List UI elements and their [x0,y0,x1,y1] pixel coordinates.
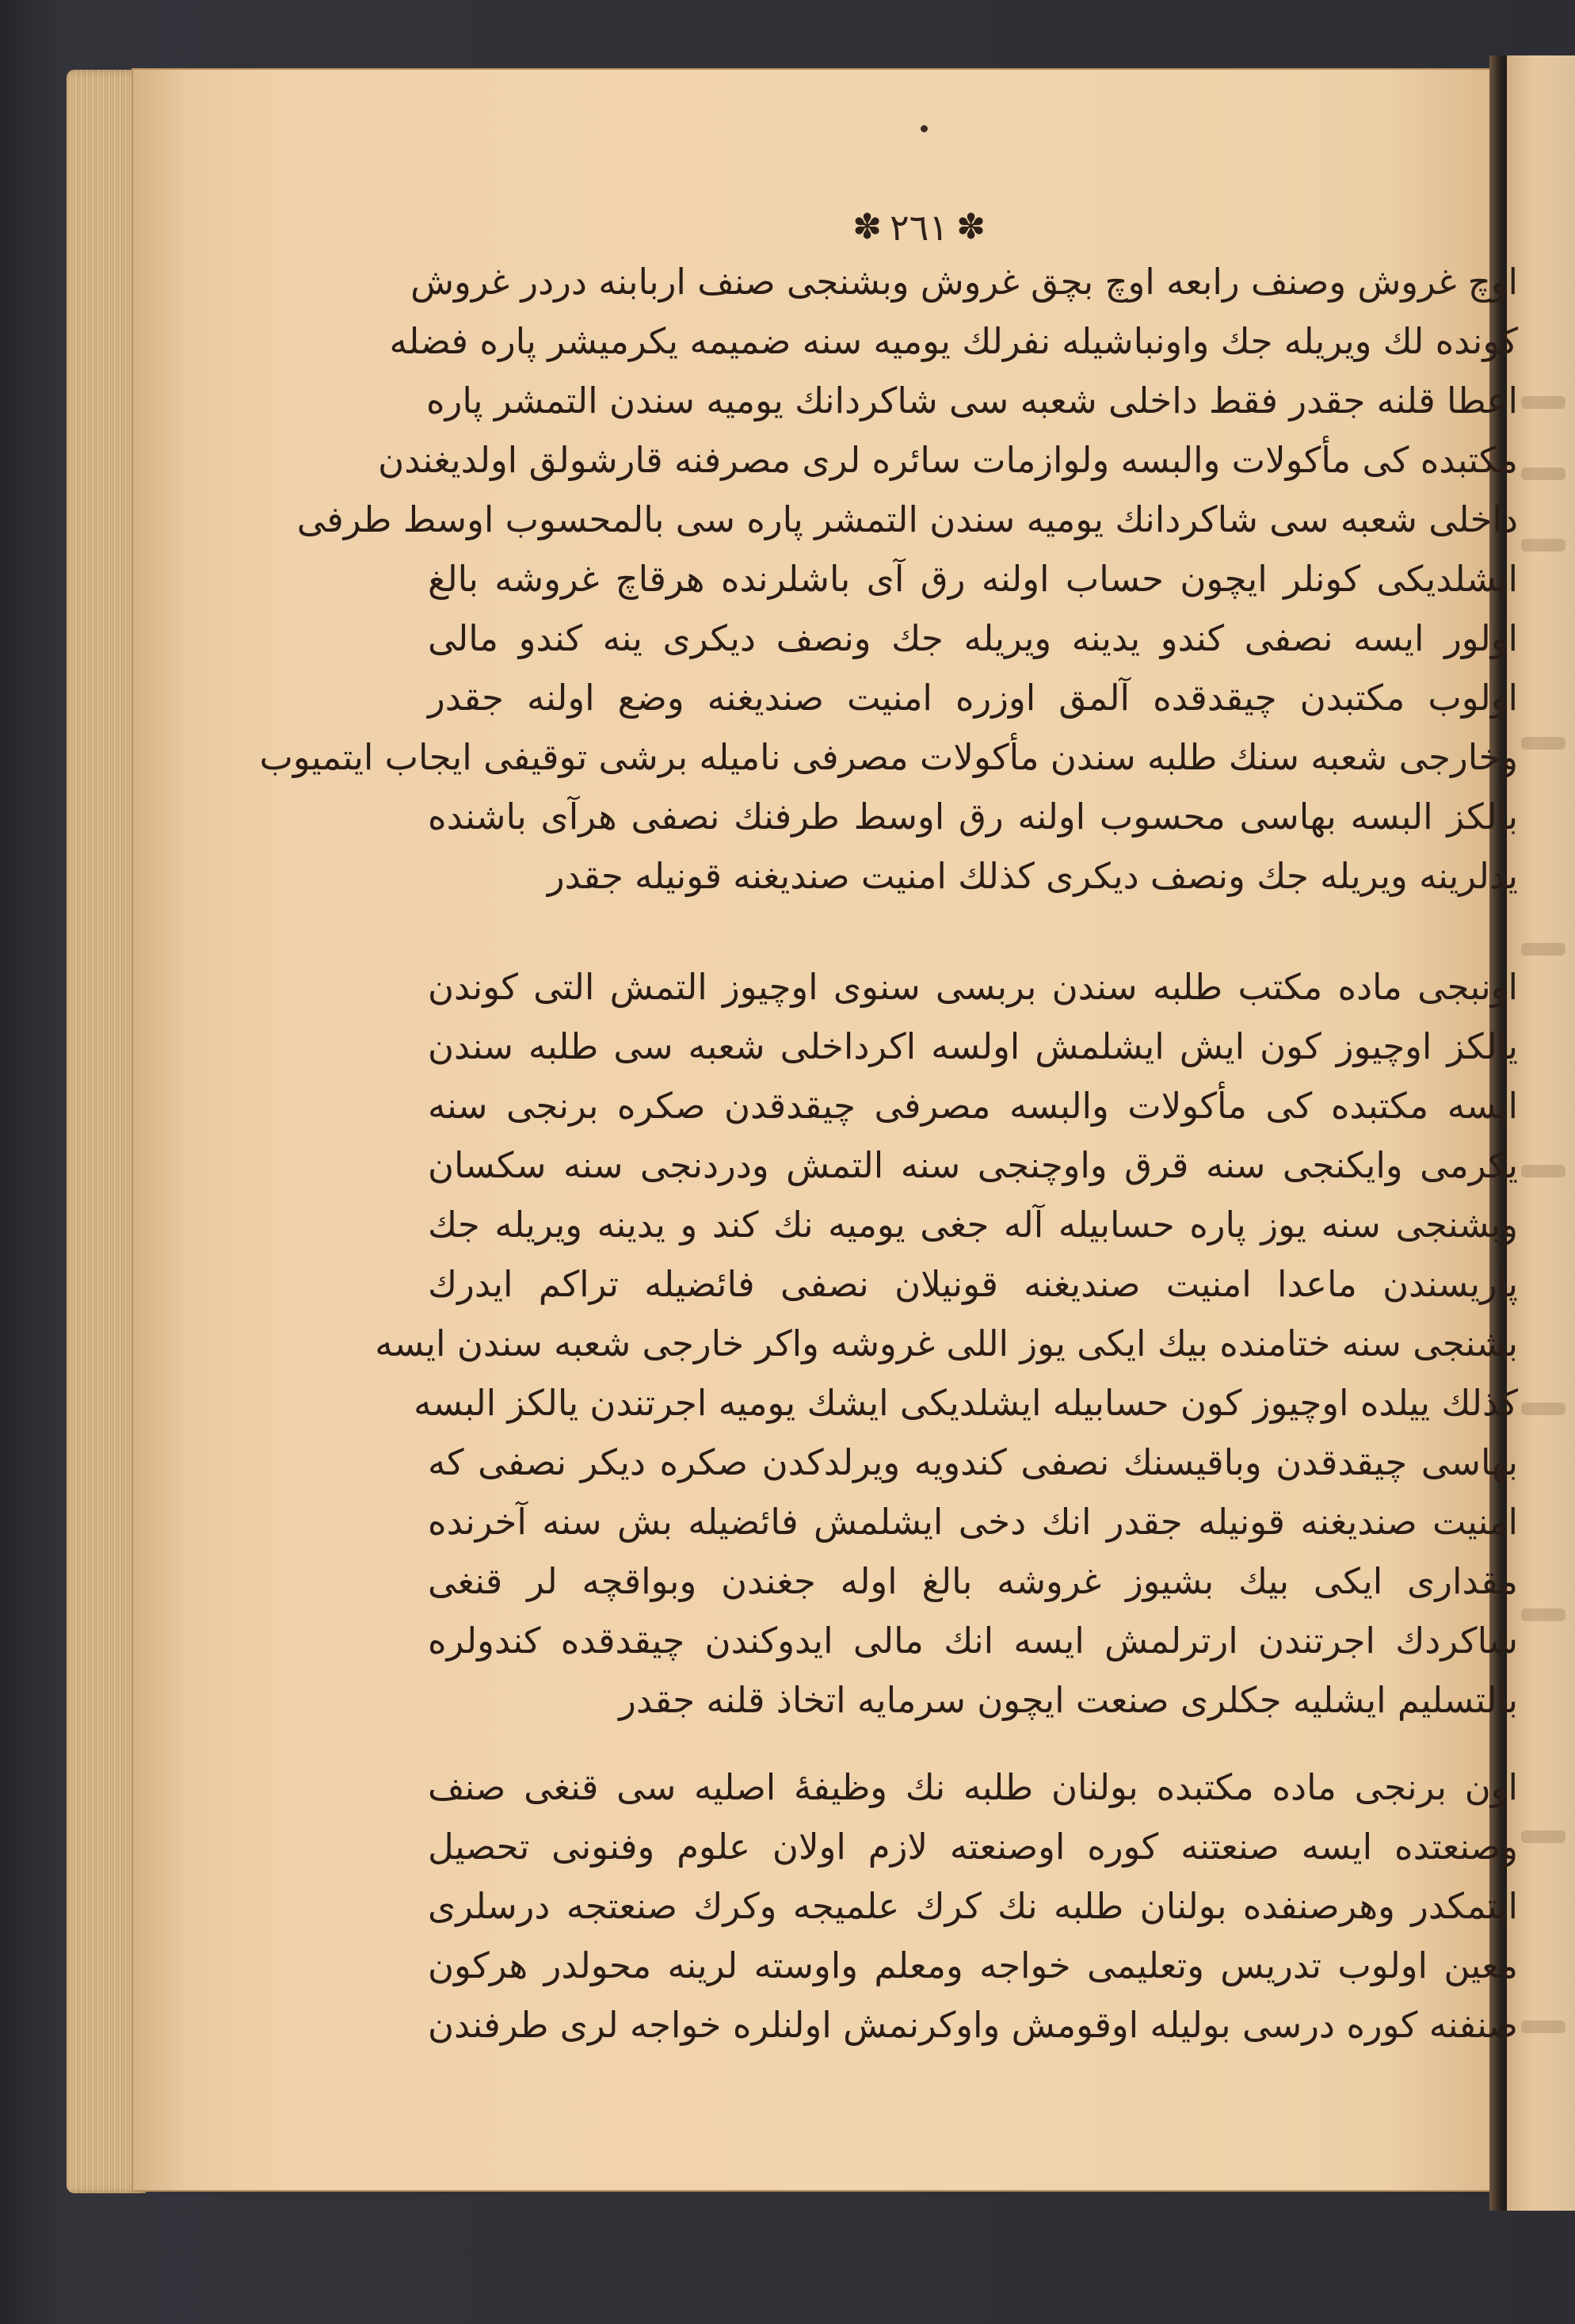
text-line: ایسه مکتبده کی مأکولات والبسه مصرفی چیقدقدن صکره برنجی سنه [428,1085,1518,1127]
ornament-left-icon: ✽ [852,207,882,247]
text-line: پاریسندن ماعدا امنیت صندیغنه قونیلان نصفی فائضیله تراکم ایدرك [428,1263,1518,1305]
text-line: وصنعتده ایسه صنعتنه کوره اوصنعته لازم اولان علوم وفنونی تحصیل [428,1826,1518,1868]
text-line: صنفنه کوره درسی بولیله اوقومش واوکرنمش اولنلره خواجه لری طرفندن [428,2004,1518,2046]
text-line: کذلك ییلده اوچیوز کون حسابیله ایشلدیکی ایشك یومیه اجرتندن یالکز البسه [414,1382,1518,1424]
text-line: اونبجی ماده مکتب طلبه سندن بربسی سنوی اوچیوز التمش التی کوندن [428,966,1518,1008]
text-line: امنیت صندیغنه قونیله جقدر انك دخی ایشلمش فائضیله بش سنه آخرنده [428,1501,1518,1543]
text-line: وخارجی شعبه سنك طلبه سندن مأکولات مصرفی نامیله برشی توقیفی ایجاب ایتمیوب [259,736,1518,778]
text-line: اولور ایسه نصفی کندو یدینه ویریله جك ونصف دیکری ینه کندو مالی [428,617,1518,659]
text-line: داخلی شعبه سی شاکردانك یومیه سندن التمشر پاره سی بالمحسوب اوسط طرفی [296,498,1518,540]
text-line: وبشنجی سنه یوز پاره حسابیله آله جغی یومیه نك کند و یدینه ویریله جك [428,1204,1518,1246]
text-line: شاکردك اجرتندن ارترلمش ایسه انك مالی ایدوکندن چیقدقده کندولره [428,1620,1518,1662]
text-line: بالکز البسه بهاسی محسوب اولنه رق اوسط طرفنك نصفی هرآی باشنده [428,796,1518,838]
page-number: ٢٦١ [889,206,949,249]
text-line: یکرمی وایکنجی سنه قرق واوچنجی سنه التمش ودردنجی سنه سکسان [428,1144,1518,1186]
paragraph-2 [375,957,1518,1730]
text-line: مکتبده کی مأکولات والبسه ولوازمات سائره لری مصرفنه قارشولق اولدیغندن [378,439,1518,481]
text-line: مقداری ایکی بیك بشیوز غروشه بالغ اوله جغندن وبواقچه لر قنغی [428,1560,1518,1602]
text-line: یالکز اوچیوز کون ایش ایشلمش اولسه اکرداخلی شعبه سی طلبه سندن [428,1025,1518,1067]
text-line: بشنجی سنه ختامنده بیك ایکی یوز اللی غروشه واکر خارجی شعبه سندن ایسه [375,1322,1518,1364]
text-line: کونده لك ویریله جك واونباشیله نفرلك یومیه سنه ضمیمه یکرمیشر پاره فضله [389,320,1518,362]
text-line: بهاسی چیقدقدن وباقیسنك نصفی کندویه ویرلدکدن صکره دیکر نصفی که [428,1441,1518,1483]
text-line: معین اولوب تدریس وتعلیمی خواجه ومعلم واوسته لرینه محولدر هرکون [428,1944,1518,1986]
page-dot-mark [921,125,928,132]
text-line: ایتمکدر وهرصنفده بولنان طلبه نك کرك علمیجه وکرك صنعتجه درسلری [428,1885,1518,1927]
paragraph-3 [428,1757,1518,2055]
text-line: اوچ غروش وصنف رابعه اوچ بچق غروش وبشنجی صنف اربابنه دردر غروش [410,261,1518,303]
text-line: یدلرینه ویریله جك ونصف دیکری کذلك امنیت صندیغنه قونیله جقدر [547,855,1518,897]
paragraph-1 [259,252,1518,906]
text-line: بالتسلیم ایشلیه جکلری صنعت ایچون سرمایه اتخاذ قلنه جقدر [619,1679,1518,1721]
text-line: اون برنجی ماده مکتبده بولنان طلبه نك وظیفهٔ اصلیه سی قنغی صنف [428,1766,1518,1808]
text-line: اعطا قلنه جقدر فقط داخلی شعبه سی شاکردانك یومیه سندن التمشر پاره [426,380,1518,422]
ornament-right-icon: ✽ [956,207,986,247]
text-line: ایشلدیکی کونلر ایچون حساب اولنه رق آی باشلرنده هرقاچ غروشه بالغ [428,558,1518,600]
page-header [824,200,1014,255]
text-line: اولوب مکتبدن چیقدقده آلمق اوزره امنیت صندیغنه وضع اولنه جقدر [428,677,1518,719]
